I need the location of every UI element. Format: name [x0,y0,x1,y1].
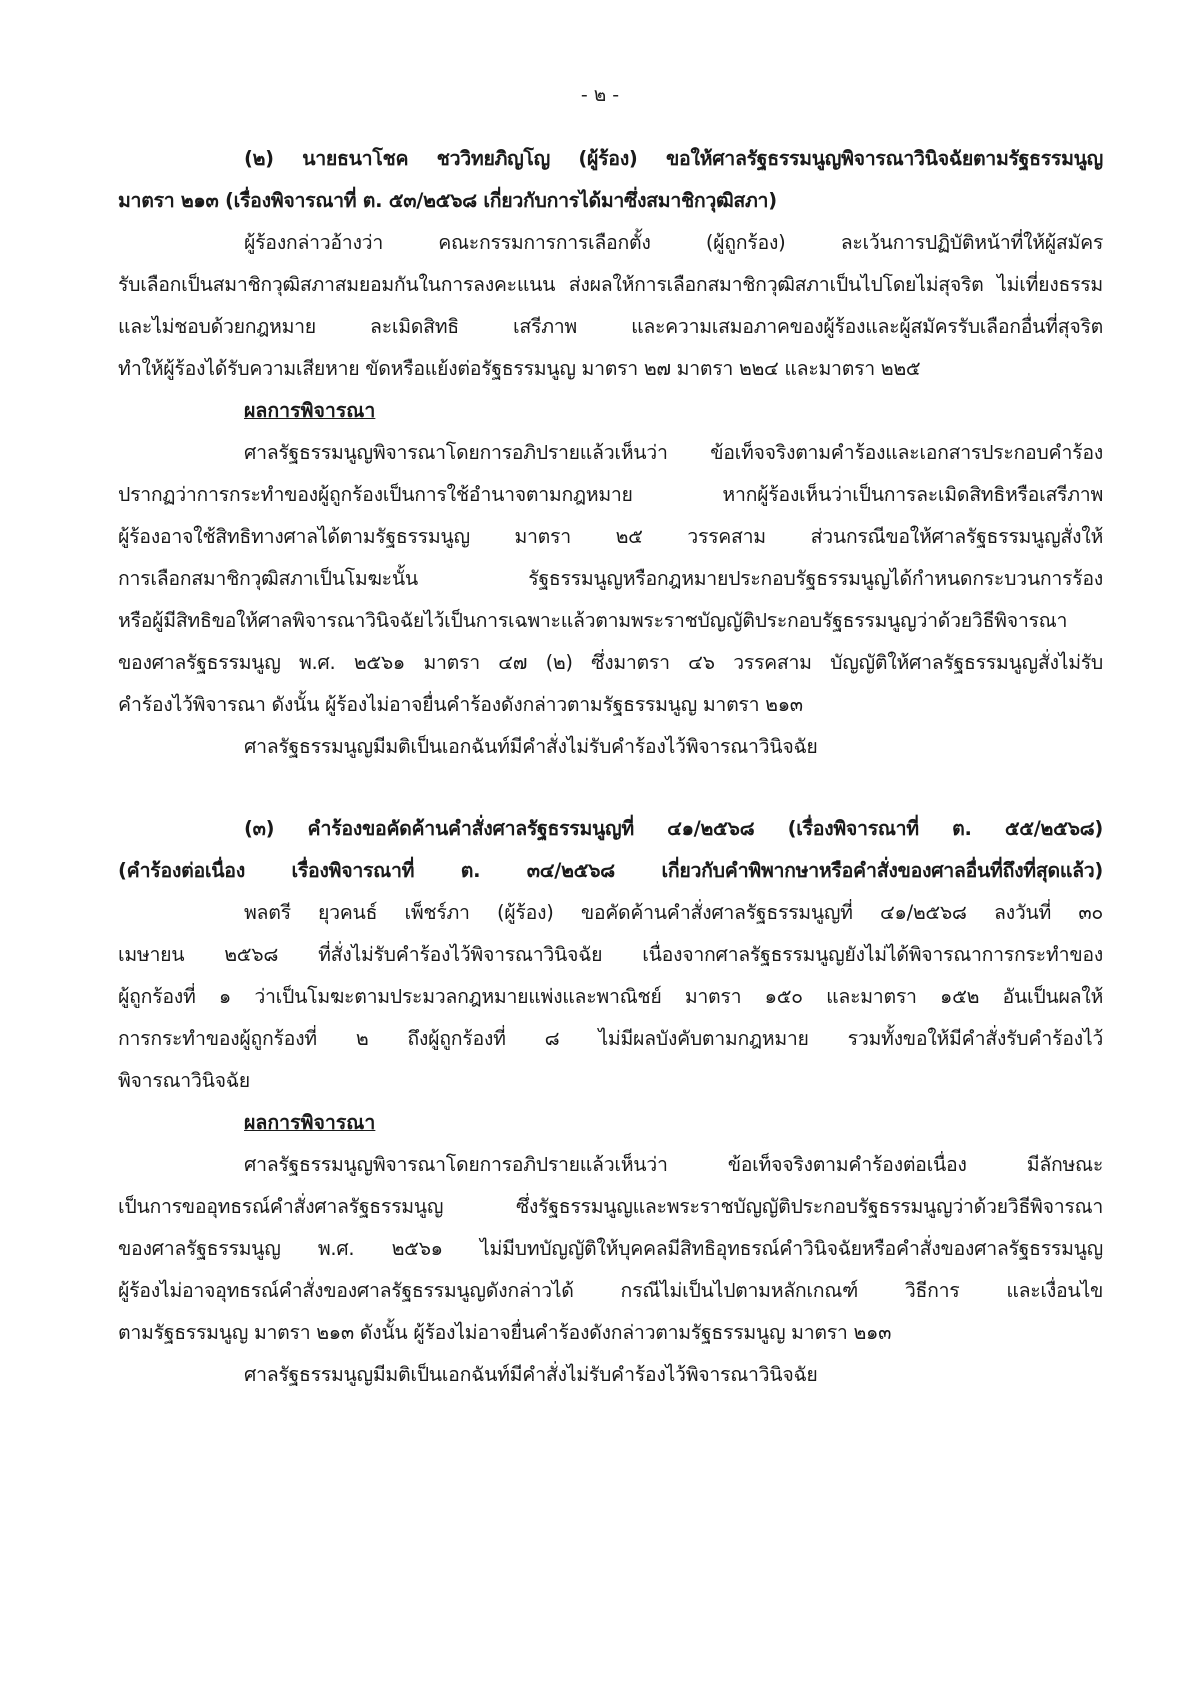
body-line: ทำให้ผู้ร้องได้รับความเสียหาย ขัดหรือแย้งต่อรัฐธรรมนูญ มาตรา ๒๗ มาตรา ๒๒๔ และมาตรา ๒๒๕ [118,357,921,380]
result-line: ผู้ร้องอาจใช้สิทธิทางศาลได้ตามรัฐธรรมนูญ มาตรา ๒๕ วรรคสาม ส่วนกรณีขอให้ศาลรัฐธรรมนูญสั่งให้ [118,525,1103,548]
section-title-line: (๓) คำร้องขอคัดค้านคำสั่งศาลรัฐธรรมนูญที่ ๔๑/๒๕๖๘ (เรื่องพิจารณาที่ ต. ๕๕/๒๕๖๘) [244,817,1103,840]
result-line: ศาลรัฐธรรมนูญพิจารณาโดยการอภิปรายแล้วเห็นว่า ข้อเท็จจริงตามคำร้องและเอกสารประกอบคำร้อง [244,441,1103,464]
result-line: ของศาลรัฐธรรมนูญ พ.ศ. ๒๕๖๑ ไม่มีบทบัญญัติให้บุคคลมีสิทธิอุทธรณ์คำวินิจฉัยหรือคำสั่งของศาลรัฐธรรมนูญ [118,1237,1103,1260]
section-title-line: มาตรา ๒๑๓ (เรื่องพิจารณาที่ ต. ๕๓/๒๕๖๘ เกี่ยวกับการได้มาซึ่งสมาชิกวุฒิสภา) [118,189,777,212]
body-line: เมษายน ๒๕๖๘ ที่สั่งไม่รับคำร้องไว้พิจารณาวินิจฉัย เนื่องจากศาลรัฐธรรมนูญยังไม่ได้พิจารณาการกระทำของ [118,943,1103,966]
section-title-line: (๒) นายธนาโชค ชววิทยภิญโญ (ผู้ร้อง) ขอให้ศาลรัฐธรรมนูญพิจารณาวินิจฉัยตามรัฐธรรมนูญ [244,147,1103,170]
section-3 [118,808,1103,1396]
result-line: ปรากฏว่าการกระทำของผู้ถูกร้องเป็นการใช้อำนาจตามกฎหมาย หากผู้ร้องเห็นว่าเป็นการละเมิดสิทธิหรือเสรีภาพ [118,483,1103,506]
body-line: และไม่ชอบด้วยกฎหมาย ละเมิดสิทธิ เสรีภาพ และความเสมอภาคของผู้ร้องและผู้สมัครรับเลือกอื่นที่สุจริต [118,315,1103,338]
result-heading: ผลการพิจารณา [244,1111,376,1134]
result-line: ตามรัฐธรรมนูญ มาตรา ๒๑๓ ดังนั้น ผู้ร้องไม่อาจยื่นคำร้องดังกล่าวตามรัฐธรรมนูญ มาตรา ๒๑๓ [118,1321,892,1344]
body-line: ผู้ร้องกล่าวอ้างว่า คณะกรรมการการเลือกตั้ง (ผู้ถูกร้อง) ละเว้นการปฏิบัติหน้าที่ให้ผู้สมัคร [244,231,1103,254]
result-line: หรือผู้มีสิทธิขอให้ศาลพิจารณาวินิจฉัยไว้เป็นการเฉพาะแล้วตามพระราชบัญญัติประกอบรัฐธรรมนูญว่าด้วยวิธีพิจารณา [118,609,1068,632]
result-line: การเลือกสมาชิกวุฒิสภาเป็นโมฆะนั้น รัฐธรรมนูญหรือกฎหมายประกอบรัฐธรรมนูญได้กำหนดกระบวนการร้อง [118,567,1103,590]
section-2 [118,138,1103,768]
body-line: พิจารณาวินิจฉัย [118,1069,250,1092]
page-number: - ๒ - [580,84,620,106]
decision-line: ศาลรัฐธรรมนูญมีมติเป็นเอกฉันท์มีคำสั่งไม่รับคำร้องไว้พิจารณาวินิจฉัย [244,735,818,758]
section-title-line: (คำร้องต่อเนื่อง เรื่องพิจารณาที่ ต. ๓๔/๒๕๖๘ เกี่ยวกับคำพิพากษาหรือคำสั่งของศาลอื่นที่ถึงที่สุดแล้ว) [118,859,1103,882]
body-line: ผู้ถูกร้องที่ ๑ ว่าเป็นโมฆะตามประมวลกฎหมายแพ่งและพาณิชย์ มาตรา ๑๕๐ และมาตรา ๑๕๒ อันเป็นผลให้ [118,985,1103,1008]
result-line: ผู้ร้องไม่อาจอุทธรณ์คำสั่งของศาลรัฐธรรมนูญดังกล่าวได้ กรณีไม่เป็นไปตามหลักเกณฑ์ วิธีการ และเงื่อนไข [118,1279,1103,1302]
decision-line: ศาลรัฐธรรมนูญมีมติเป็นเอกฉันท์มีคำสั่งไม่รับคำร้องไว้พิจารณาวินิจฉัย [244,1363,818,1386]
body-line: พลตรี ยุวคนธ์ เพ็ชร์ภา (ผู้ร้อง) ขอคัดค้านคำสั่งศาลรัฐธรรมนูญที่ ๔๑/๒๕๖๘ ลงวันที่ ๓๐ [244,901,1103,924]
body-line: การกระทำของผู้ถูกร้องที่ ๒ ถึงผู้ถูกร้องที่ ๘ ไม่มีผลบังคับตามกฎหมาย รวมทั้งขอให้มีคำสั่งรับคำร้องไว้ [118,1027,1103,1050]
result-line: ศาลรัฐธรรมนูญพิจารณาโดยการอภิปรายแล้วเห็นว่า ข้อเท็จจริงตามคำร้องต่อเนื่อง มีลักษณะ [244,1153,1103,1176]
result-line: คำร้องไว้พิจารณา ดังนั้น ผู้ร้องไม่อาจยื่นคำร้องดังกล่าวตามรัฐธรรมนูญ มาตรา ๒๑๓ [118,693,803,716]
result-heading: ผลการพิจารณา [244,399,376,422]
result-line: เป็นการขออุทธรณ์คำสั่งศาลรัฐธรรมนูญ ซึ่งรัฐธรรมนูญและพระราชบัญญัติประกอบรัฐธรรมนูญว่าด้วยวิธีพิจารณา [118,1195,1103,1218]
body-line: รับเลือกเป็นสมาชิกวุฒิสภาสมยอมกันในการลงคะแนน ส่งผลให้การเลือกสมาชิกวุฒิสภาเป็นไปโดยไม่สุจริต ไม่เที่ยงธรรม [118,273,1103,296]
result-line: ของศาลรัฐธรรมนูญ พ.ศ. ๒๕๖๑ มาตรา ๔๗ (๒) ซึ่งมาตรา ๔๖ วรรคสาม บัญญัติให้ศาลรัฐธรรมนูญสั่งไม่รับ [118,651,1103,674]
